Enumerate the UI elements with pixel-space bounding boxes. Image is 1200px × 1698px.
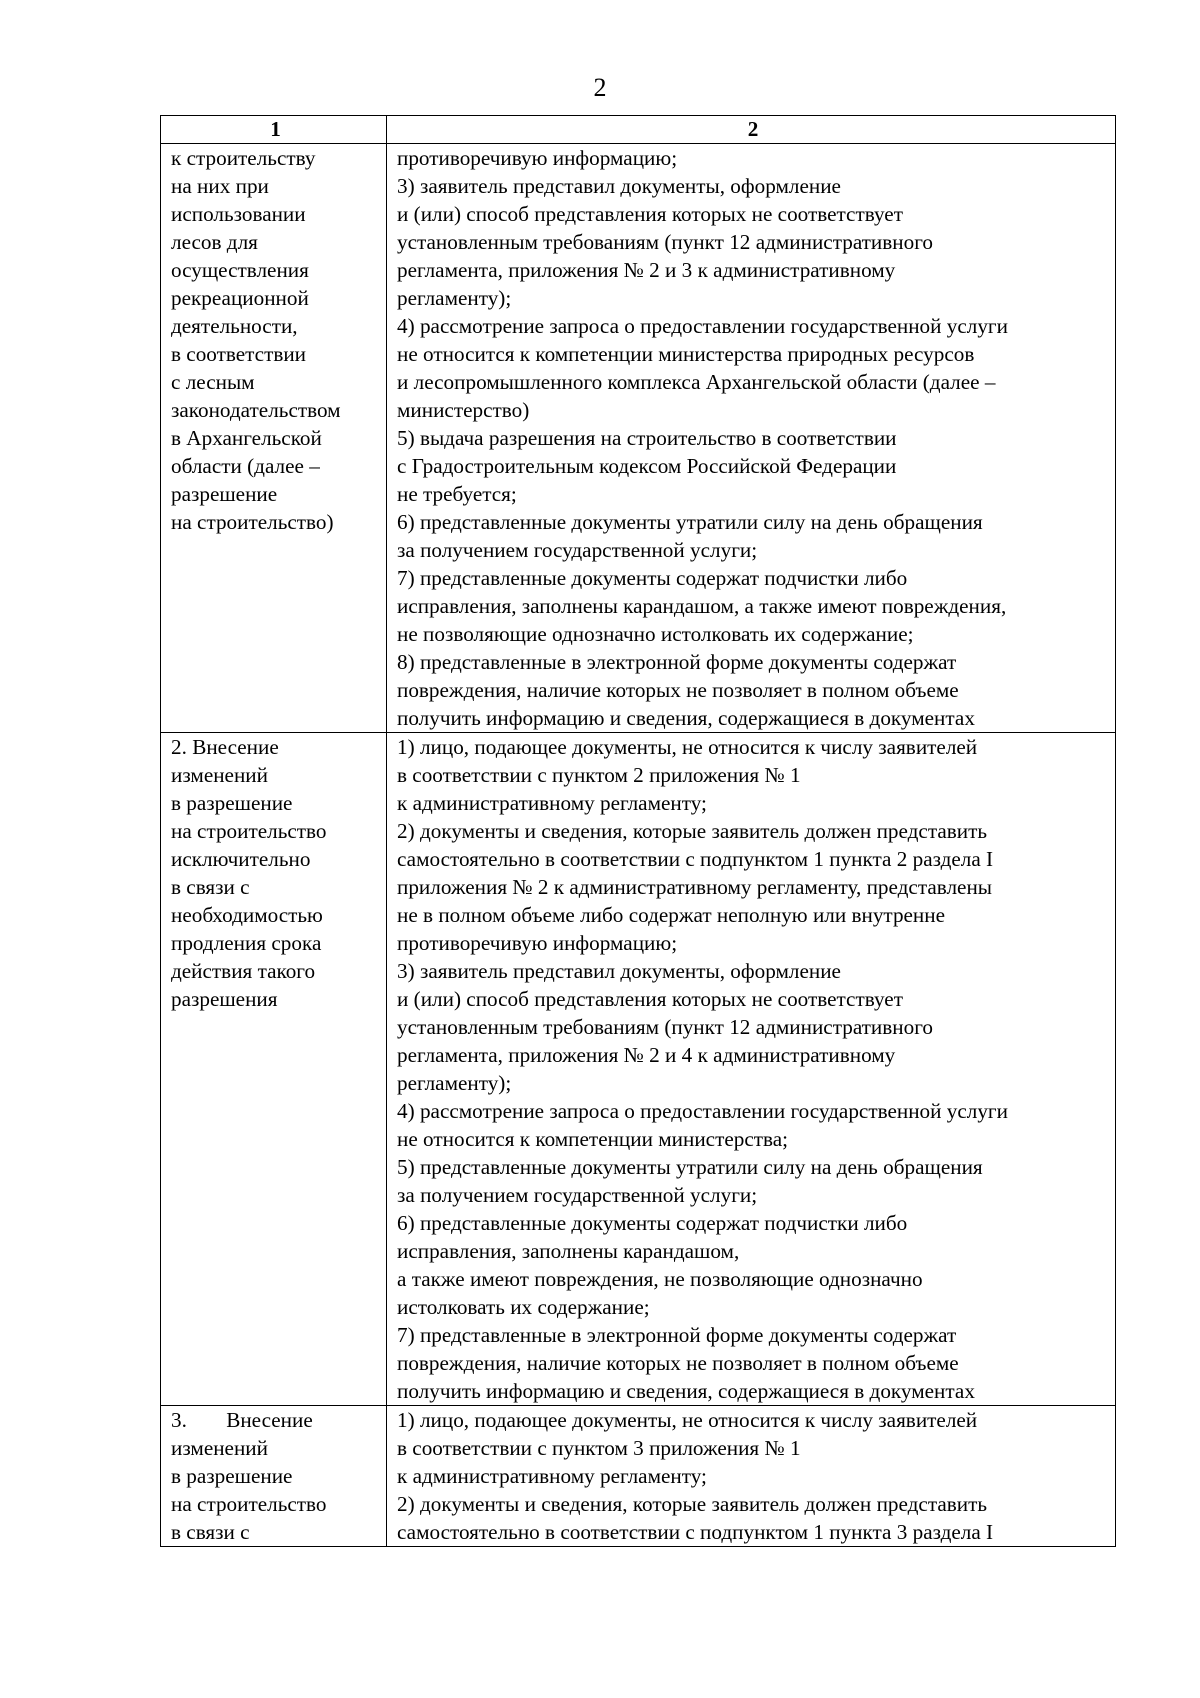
cell-text-line: 2) документы и сведения, которые заявитель должен представить	[397, 819, 987, 843]
cell-text-line: самостоятельно в соответствии с подпунктом 1 пункта 3 раздела I	[397, 1520, 994, 1544]
cell-text-line: с лесным	[171, 370, 255, 394]
cell-text-line: 7) представленные в электронной форме документы содержат	[397, 1323, 957, 1347]
row-2-grounds-cell	[387, 733, 1116, 1406]
cell-text-line: на строительство)	[171, 510, 334, 534]
cell-text-line: на строительство	[171, 819, 327, 843]
cell-text-line: в Архангельской	[171, 426, 322, 450]
cell-text-line: повреждения, наличие которых не позволяет в полном объеме	[397, 678, 959, 702]
row-3-service-name-cell	[161, 1406, 387, 1547]
cell-text-line: самостоятельно в соответствии с подпунктом 1 пункта 2 раздела I	[397, 847, 994, 871]
cell-text-line: в связи с	[171, 875, 250, 899]
cell-text-line: 6) представленные документы утратили силу на день обращения	[397, 510, 983, 534]
cell-text-line: 1) лицо, подающее документы, не относится к числу заявителей	[397, 1408, 978, 1432]
cell-text-line: истолковать их содержание;	[397, 1295, 650, 1319]
cell-text-line: министерство)	[397, 398, 530, 422]
cell-text-line: 5) выдача разрешения на строительство в соответствии	[397, 426, 897, 450]
cell-text-line: получить информацию и сведения, содержащиеся в документах	[397, 1379, 975, 1403]
cell-text-line: не относится к компетенции министерства природных ресурсов	[397, 342, 975, 366]
cell-text-line: за получением государственной услуги;	[397, 538, 758, 562]
cell-text-line: осуществления	[171, 258, 309, 282]
row-2-service-name-cell	[161, 733, 387, 1406]
cell-text-line: к строительству	[171, 146, 316, 170]
cell-text-line: законодательством	[171, 398, 341, 422]
cell-text-line: а также имеют повреждения, не позволяющие однозначно	[397, 1267, 923, 1291]
cell-text-line: использовании	[171, 202, 306, 226]
cell-text-line: за получением государственной услуги;	[397, 1183, 758, 1207]
cell-text-line: разрешение	[171, 482, 278, 506]
table-body	[161, 144, 1116, 1547]
cell-text-line: и лесопромышленного комплекса Архангельской области (далее –	[397, 370, 996, 394]
cell-text-line: противоречивую информацию;	[397, 931, 678, 955]
cell-text-line: не требуется;	[397, 482, 517, 506]
cell-text-line: установленным требованиям (пункт 12 административного	[397, 230, 933, 254]
cell-text-line: к административному регламенту;	[397, 791, 707, 815]
table-row	[161, 144, 1116, 733]
cell-text-line: противоречивую информацию;	[397, 146, 678, 170]
cell-text-line: повреждения, наличие которых не позволяет в полном объеме	[397, 1351, 959, 1375]
document-table	[160, 115, 1116, 1547]
cell-text-line: регламента, приложения № 2 и 4 к административному	[397, 1043, 896, 1067]
cell-text-line: в соответствии с пунктом 3 приложения № 1	[397, 1436, 801, 1460]
cell-text-line: исправления, заполнены карандашом,	[397, 1239, 740, 1263]
cell-text-line: получить информацию и сведения, содержащиеся в документах	[397, 706, 975, 730]
table-header-row	[161, 116, 1116, 144]
table-row	[161, 1406, 1116, 1547]
cell-text-line: 7) представленные документы содержат подчистки либо	[397, 566, 908, 590]
cell-text-line: к административному регламенту;	[397, 1464, 707, 1488]
cell-text-line: на строительство	[171, 1492, 327, 1516]
column-header-1: 1	[161, 116, 387, 144]
cell-text-line: 4) рассмотрение запроса о предоставлении государственной услуги	[397, 314, 1008, 338]
cell-text-line: необходимостью	[171, 903, 323, 927]
cell-text-line: 4) рассмотрение запроса о предоставлении государственной услуги	[397, 1099, 1008, 1123]
cell-text-line: регламенту);	[397, 1071, 512, 1095]
cell-text-line: действия такого	[171, 959, 316, 983]
cell-text-line: рекреационной	[171, 286, 309, 310]
cell-text-line: изменений	[171, 1436, 268, 1460]
cell-text-line: 8) представленные в электронной форме документы содержат	[397, 650, 957, 674]
row-3-grounds-cell	[387, 1406, 1116, 1547]
cell-text-line: регламенту);	[397, 286, 512, 310]
cell-text-line: 3) заявитель представил документы, оформление	[397, 959, 841, 983]
cell-text-line: 3. Внесение	[171, 1408, 313, 1432]
cell-text-line: изменений	[171, 763, 268, 787]
cell-text-line: исключительно	[171, 847, 311, 871]
column-header-2: 2	[387, 116, 1116, 144]
cell-text-line: на них при	[171, 174, 269, 198]
cell-text-line: лесов для	[171, 230, 258, 254]
cell-text-line: не в полном объеме либо содержат неполную или внутренне	[397, 903, 946, 927]
cell-text-line: не позволяющие однозначно истолковать их содержание;	[397, 622, 914, 646]
cell-text-line: не относится к компетенции министерства;	[397, 1127, 789, 1151]
cell-text-line: области (далее –	[171, 454, 320, 478]
cell-text-line: исправления, заполнены карандашом, а также имеют повреждения,	[397, 594, 1007, 618]
cell-text-line: регламента, приложения № 2 и 3 к административному	[397, 258, 896, 282]
cell-text-line: деятельности,	[171, 314, 298, 338]
row-1-grounds-cell	[387, 144, 1116, 733]
cell-text-line: в разрешение	[171, 791, 293, 815]
cell-text-line: и (или) способ представления которых не соответствует	[397, 202, 903, 226]
cell-text-line: 5) представленные документы утратили силу на день обращения	[397, 1155, 983, 1179]
cell-text-line: установленным требованиям (пункт 12 административного	[397, 1015, 933, 1039]
cell-text-line: в соответствии	[171, 342, 307, 366]
cell-text-line: в соответствии с пунктом 2 приложения № 1	[397, 763, 801, 787]
cell-text-line: и (или) способ представления которых не соответствует	[397, 987, 903, 1011]
cell-text-line: в связи с	[171, 1520, 250, 1544]
row-1-service-name-cell	[161, 144, 387, 733]
cell-text-line: продления срока	[171, 931, 322, 955]
cell-text-line: 2. Внесение	[171, 735, 279, 759]
cell-text-line: приложения № 2 к административному регламенту, представлены	[397, 875, 993, 899]
cell-text-line: 1) лицо, подающее документы, не относится к числу заявителей	[397, 735, 978, 759]
page-number: 2	[593, 73, 607, 102]
cell-text-line: 6) представленные документы содержат подчистки либо	[397, 1211, 908, 1235]
cell-text-line: в разрешение	[171, 1464, 293, 1488]
cell-text-line: 3) заявитель представил документы, оформление	[397, 174, 841, 198]
cell-text-line: разрешения	[171, 987, 278, 1011]
table-row	[161, 733, 1116, 1406]
cell-text-line: с Градостроительным кодексом Российской Федерации	[397, 454, 897, 478]
cell-text-line: 2) документы и сведения, которые заявитель должен представить	[397, 1492, 987, 1516]
